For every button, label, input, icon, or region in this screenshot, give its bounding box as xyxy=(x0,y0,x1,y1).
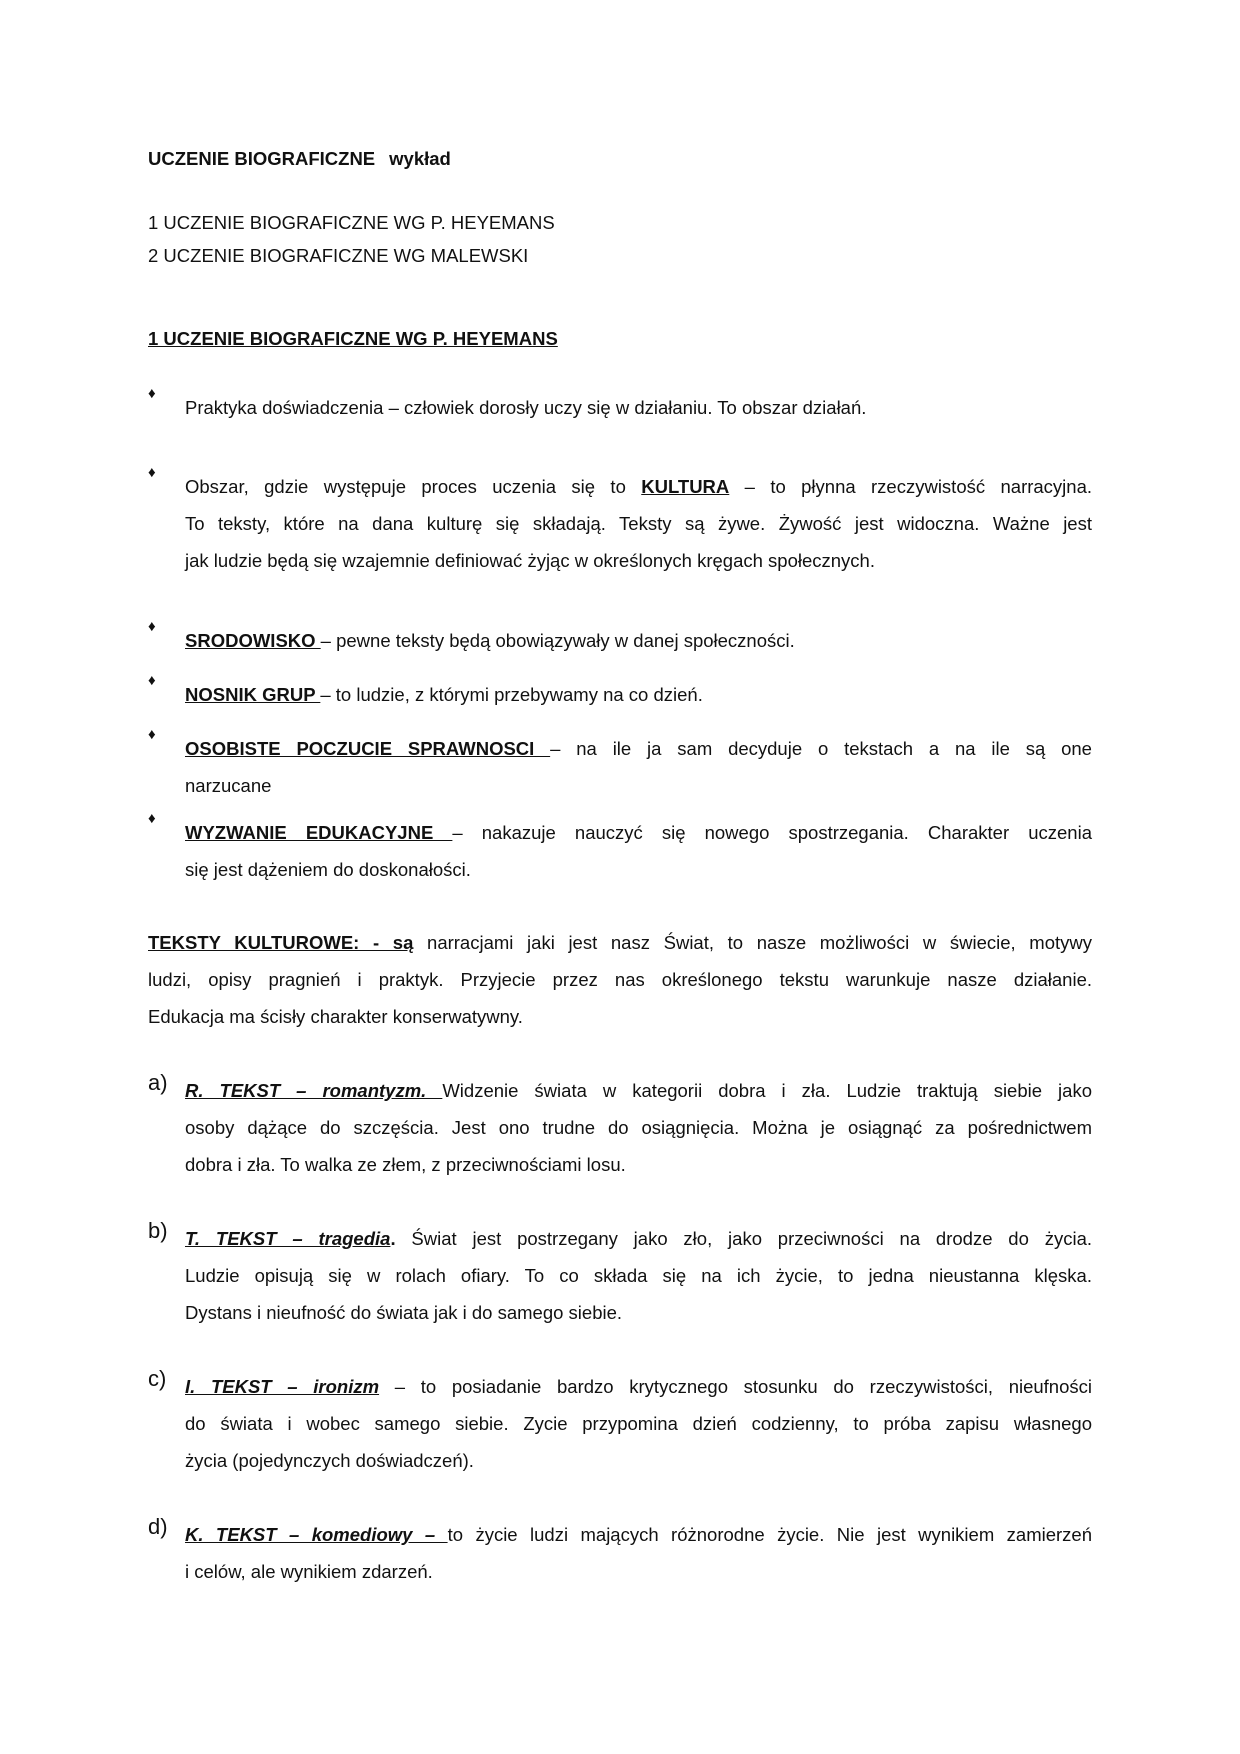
bullet-text: Obszar, gdzie występuje proces uczenia się to KULTURA – to płynna rzeczywistość narracyjna. xyxy=(185,476,1093,497)
keyword: OSOBISTE POCZUCIE SPRAWNOSCI xyxy=(185,738,551,759)
lettered-text: życia (pojedynczych doświadczeń). xyxy=(185,1450,474,1471)
lettered-text: Ludzie opisują się w rolach ofiary. To co składa się na ich życie, to jedna nieustanna klęska. xyxy=(185,1265,1092,1286)
toc-item: 2 UCZENIE BIOGRAFICZNE WG MALEWSKI xyxy=(148,245,529,266)
bullet-item xyxy=(148,810,1092,888)
diamond-bullet-icon: ♦ xyxy=(148,810,156,827)
paragraph-text: TEKSTY KULTUROWE: - są narracjami jaki jest nasz Świat, to nasze możliwości w świecie, motywy xyxy=(148,932,1093,953)
bullet-item xyxy=(148,464,1093,579)
list-letter: d) xyxy=(148,1514,168,1539)
teksty-paragraph xyxy=(148,924,1092,1035)
bullet-text: jak ludzie będą się wzajemnie definiować żyjąc w określonych kręgach społecznych. xyxy=(185,550,875,571)
lettered-text: i celów, ale wynikiem zdarzeń. xyxy=(185,1561,433,1582)
bullet-text: narzucane xyxy=(185,775,272,796)
lettered-item xyxy=(148,1516,1092,1590)
bullet-item xyxy=(148,618,1092,659)
keyword: K. TEKST – komediowy – xyxy=(185,1524,448,1545)
lettered-text: do świata i wobec samego siebie. Zycie przypomina dzień codzienny, to próba zapisu własnego xyxy=(185,1413,1092,1434)
lettered-text: K. TEKST – komediowy – to życie ludzi mających różnorodne życie. Nie jest wynikiem zamierzeń xyxy=(185,1524,1093,1545)
bullet-text: SRODOWISKO – pewne teksty będą obowiązywały w danej społeczności. xyxy=(185,630,795,651)
paragraph-text: ludzi, opisy pragnień i praktyk. Przyjecie przez nas określonego tekstu warunkuje nasze działanie. xyxy=(148,969,1092,990)
lettered-text: osoby dążące do szczęścia. Jest ono trudne do osiągnięcia. Można je osiągnąć za pośrednictwem xyxy=(185,1117,1092,1138)
title-main: UCZENIE BIOGRAFICZNE xyxy=(148,148,376,169)
bullet-item xyxy=(148,385,1092,426)
paragraph-text: Edukacja ma ścisły charakter konserwatywny. xyxy=(148,1006,523,1027)
lettered-text: dobra i zła. To walka ze złem, z przeciwnościami losu. xyxy=(185,1154,626,1175)
lettered-text: Dystans i nieufność do świata jak i do samego siebie. xyxy=(185,1302,623,1323)
lettered-text: T. TEKST – tragedia. Świat jest postrzegany jako zło, jako przeciwności na drodze do życia. xyxy=(185,1228,1092,1249)
bullet-text: To teksty, które na dana kulturę się składają. Teksty są żywe. Żywość jest widoczna. Ważne jest xyxy=(185,513,1092,534)
list-letter: a) xyxy=(148,1070,168,1095)
diamond-bullet-icon: ♦ xyxy=(148,618,156,635)
lettered-text: I. TEKST – ironizm – to posiadanie bardzo krytycznego stosunku do rzeczywistości, nieufności xyxy=(185,1376,1092,1397)
diamond-bullet-icon: ♦ xyxy=(148,464,156,481)
bullet-item xyxy=(148,726,1092,804)
diamond-bullet-icon: ♦ xyxy=(148,726,156,743)
bullet-text: NOSNIK GRUP – to ludzie, z którymi przebywamy na co dzień. xyxy=(185,684,703,705)
keyword: R. TEKST – romantyzm. xyxy=(185,1080,443,1101)
keyword: KULTURA xyxy=(641,476,730,497)
bullet-text: Praktyka doświadczenia – człowiek dorosły uczy się w działaniu. To obszar działań. xyxy=(185,397,867,418)
lettered-item xyxy=(148,1368,1092,1479)
lettered-item xyxy=(148,1220,1092,1331)
title-sub: wykład xyxy=(389,148,451,169)
keyword: TEKSTY KULTUROWE: - są xyxy=(148,932,414,953)
diamond-bullet-icon: ♦ xyxy=(148,672,156,689)
keyword: I. TEKST – ironizm xyxy=(185,1376,380,1397)
keyword: WYZWANIE EDUKACYJNE xyxy=(185,822,453,843)
diamond-bullet-icon: ♦ xyxy=(148,385,156,402)
section-heading: 1 UCZENIE BIOGRAFICZNE WG P. HEYEMANS xyxy=(148,328,558,349)
toc-item: 1 UCZENIE BIOGRAFICZNE WG P. HEYEMANS xyxy=(148,212,555,233)
keyword: SRODOWISKO xyxy=(185,630,321,651)
keyword: T. TEKST – tragedia xyxy=(185,1228,391,1249)
lettered-item xyxy=(148,1072,1092,1183)
list-letter: c) xyxy=(148,1366,167,1391)
list-letter: b) xyxy=(148,1218,168,1243)
bullet-text: OSOBISTE POCZUCIE SPRAWNOSCI – na ile ja sam decyduje o tekstach a na ile są one xyxy=(185,738,1092,759)
lettered-text: R. TEKST – romantyzm. Widzenie świata w kategorii dobra i zła. Ludzie traktują siebie jako xyxy=(185,1080,1092,1101)
bullet-text: WYZWANIE EDUKACYJNE – nakazuje nauczyć się nowego spostrzegania. Charakter uczenia xyxy=(185,822,1092,843)
bullet-text: się jest dążeniem do doskonałości. xyxy=(185,859,471,880)
keyword: NOSNIK GRUP xyxy=(185,684,321,705)
bullet-item xyxy=(148,672,1092,713)
page-title xyxy=(148,148,451,170)
